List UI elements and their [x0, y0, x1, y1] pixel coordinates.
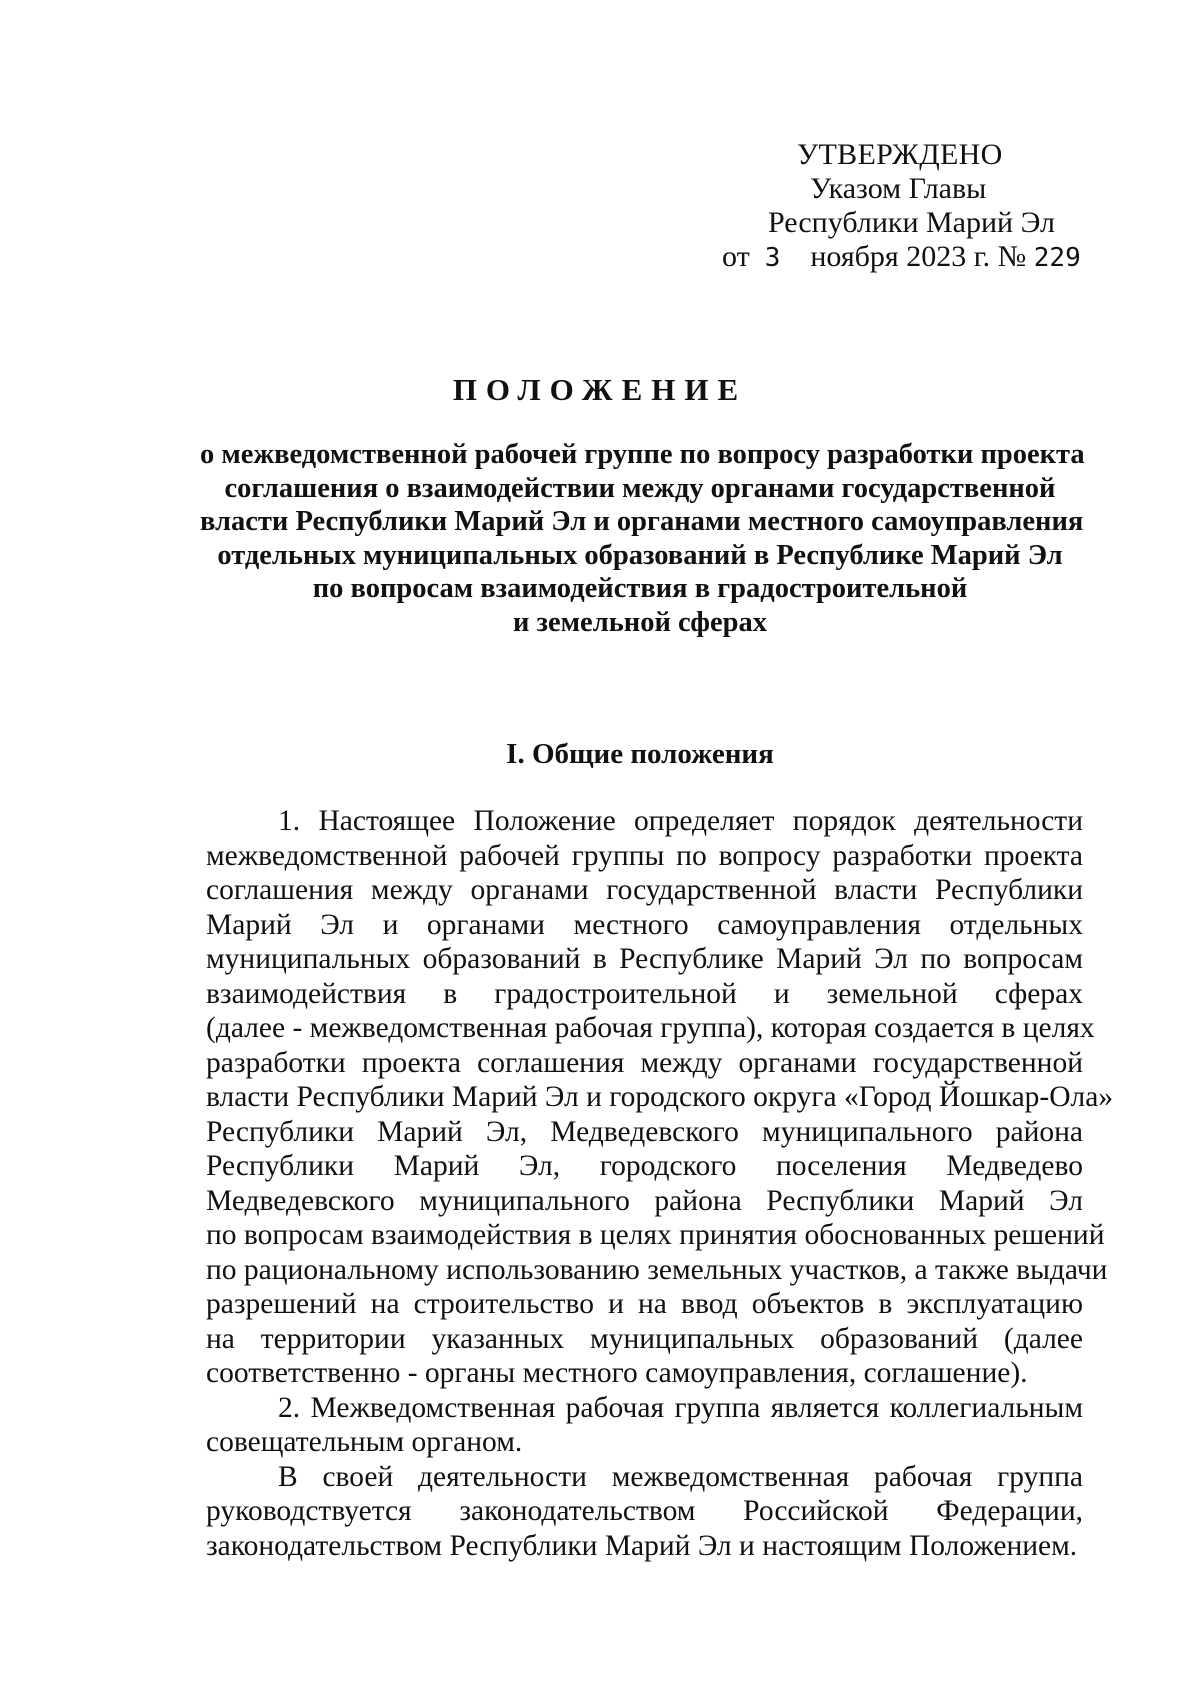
paragraph-line: совещательным органом.	[206, 1426, 523, 1458]
subtitle-line: отдельных муниципальных образований в Республике Марий Эл	[217, 539, 1063, 571]
subtitle-line: соглашения о взаимодействии между органами государственной	[224, 472, 1056, 504]
document-body	[206, 804, 1114, 1563]
subtitle-line: власти Республики Марий Эл и органами местного самоуправления	[200, 506, 1084, 537]
paragraph-line: Марий Эл и органами местного самоуправления отдельных	[206, 908, 1083, 941]
paragraph-line: соответственно - органы местного самоуправления, соглашение).	[206, 1357, 1028, 1389]
paragraph-line: Медведевского муниципального района Республики Марий Эл	[206, 1184, 1083, 1217]
subtitle-line: о межведомственной рабочей группе по вопросу разработки проекта	[200, 439, 1085, 470]
subtitle-line: по вопросам взаимодействия в градостроительной	[312, 573, 968, 604]
approval-date-line	[600, 240, 1081, 275]
approval-decree-line: Указом Главы	[810, 172, 987, 205]
paragraph-line: руководствуется законодательством Российской Федерации,	[206, 1495, 1083, 1527]
approval-heading: УТВЕРЖДЕНО	[797, 138, 1003, 171]
paragraph-line: взаимодействия в градостроительной и земельной сферах	[206, 977, 1083, 1010]
paragraph-line: по рациональному использованию земельных участков, а также выдачи	[206, 1253, 1108, 1286]
paragraph-line: на территории указанных муниципальных образований (далее	[206, 1322, 1083, 1355]
paragraph-1	[206, 804, 1114, 1391]
approval-day: 3	[764, 243, 781, 273]
paragraph-2	[206, 1391, 1083, 1460]
section-heading: I. Общие положения	[506, 738, 774, 770]
paragraph-line: 2. Межведомственная рабочая группа является коллегиальным	[278, 1391, 1083, 1424]
paragraph-line: Республики Марий Эл, городского поселения Медведево	[206, 1150, 1083, 1182]
document-subtitle	[200, 438, 1085, 639]
approval-stamp-block	[600, 138, 1081, 275]
paragraph-line: разработки проекта соглашения между органами государственной	[206, 1046, 1083, 1079]
document-title: ПОЛОЖЕНИЕ	[452, 372, 748, 407]
paragraph-line: муниципальных образований в Республике Марий Эл по вопросам	[206, 943, 1083, 975]
paragraph-line: соглашения между органами государственной власти Республики	[206, 874, 1083, 906]
approval-month-year: ноября 2023 г. №	[810, 240, 1027, 273]
paragraph-line: Республики Марий Эл, Медведевского муниципального района	[206, 1115, 1083, 1148]
paragraph-line: 1. Настоящее Положение определяет порядок деятельности	[278, 805, 1083, 837]
paragraph-line: законодательством Республики Марий Эл и настоящим Положением.	[206, 1529, 1078, 1562]
approval-date-prefix: от	[722, 240, 750, 273]
paragraph-line: по вопросам взаимодействия в целях принятия обоснованных решений	[206, 1219, 1105, 1251]
approval-number: 229	[1033, 243, 1081, 273]
paragraph-line: разрешений на строительство и на ввод объектов в эксплуатацию	[206, 1288, 1083, 1320]
paragraph-line: В своей деятельности межведомственная рабочая группа	[278, 1460, 1083, 1493]
paragraph-line: межведомственной рабочей группы по вопросу разработки проекта	[206, 839, 1083, 872]
subtitle-line: и земельной сферах	[513, 606, 767, 638]
approval-republic-line: Республики Марий Эл	[768, 206, 1055, 239]
paragraph-3	[206, 1460, 1083, 1564]
paragraph-line: власти Республики Марий Эл и городского округа «Город Йошкар-Ола»	[206, 1081, 1114, 1113]
paragraph-line: (далее - межведомственная рабочая группа), которая создается в целях	[206, 1012, 1095, 1044]
